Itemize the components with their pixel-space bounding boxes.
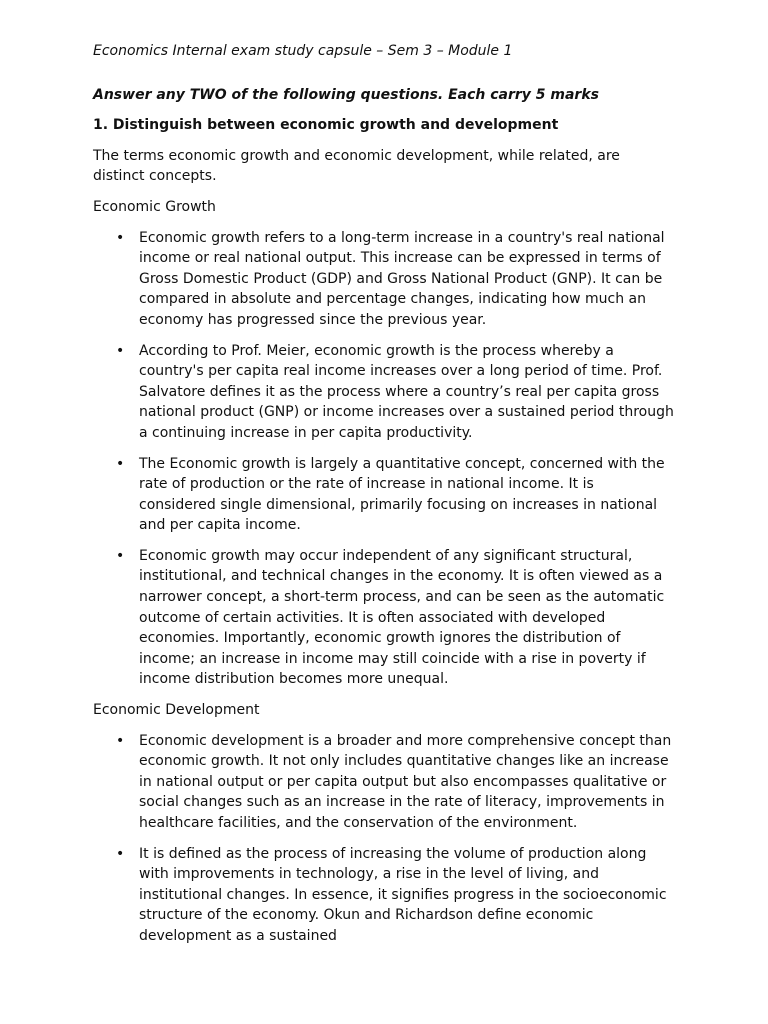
list-item	[93, 228, 674, 331]
list-item	[93, 341, 674, 444]
list-item-text: Economic development is a broader and more comprehensive concept than economic growth. It not only includes quantitative changes like an increase in national output or per capita output but also encompasses qualitative or social changes such as an increase in the rate of literacy, improvements in healthcare facilities, and the conservation of the environment.	[139, 732, 672, 831]
list-item	[93, 731, 674, 834]
bullet-icon: •	[116, 845, 125, 862]
bullet-icon: •	[116, 342, 125, 359]
exam-instruction: Answer any TWO of the following questions. Each carry 5 marks	[93, 86, 599, 103]
list-item-text: Economic growth may occur independent of any significant structural, institutional, and technical changes in the economy. It is often viewed as a narrower concept, a short-term process, and can be seen as the automatic outcome of certain activities. It is often associated with developed economies. Importantly, economic growth ignores the distribution of income; an increase in income may still coincide with a rise in poverty if income distribution becomes more unequal.	[139, 547, 665, 688]
section-label-economic-development: Economic Development	[93, 702, 260, 719]
list-item	[93, 844, 674, 947]
list-item-text: It is defined as the process of increasing the volume of production along with improvements in technology, a rise in the level of living, and institutional changes. In essence, it signifies progress in the socioeconomic structure of the economy. Okun and Richardson define economic development as a sustained	[139, 845, 667, 944]
bullet-list-economic-growth	[93, 228, 674, 690]
bullet-icon: •	[116, 229, 125, 246]
bullet-icon: •	[116, 547, 125, 564]
bullet-icon: •	[116, 732, 125, 749]
question-title: 1. Distinguish between economic growth and development	[93, 117, 559, 134]
list-item	[93, 546, 674, 690]
bullet-icon: •	[116, 455, 125, 472]
section-label-economic-growth: Economic Growth	[93, 198, 216, 215]
question-intro: The terms economic growth and economic development, while related, are distinct concepts.	[93, 147, 620, 185]
document-header: Economics Internal exam study capsule – Sem 3 – Module 1	[93, 43, 513, 59]
list-item-text: Economic growth refers to a long-term increase in a country's real national income or real national output. This increase can be expressed in terms of Gross Domestic Product (GDP) and Gross National Product (GNP). It can be compared in absolute and percentage changes, indicating how much an economy has progressed since the previous year.	[139, 229, 665, 328]
list-item-text: The Economic growth is largely a quantitative concept, concerned with the rate of production or the rate of increase in national income. It is considered single dimensional, primarily focusing on increases in national and per capita income.	[139, 455, 665, 534]
bullet-list-economic-development	[93, 731, 674, 947]
list-item	[93, 454, 674, 536]
list-item-text: According to Prof. Meier, economic growth is the process whereby a country's per capita real income increases over a long period of time. Prof. Salvatore defines it as the process where a country’s real per capita gross national product (GNP) or income increases over a sustained period through a continuing increase in per capita productivity.	[139, 342, 674, 441]
